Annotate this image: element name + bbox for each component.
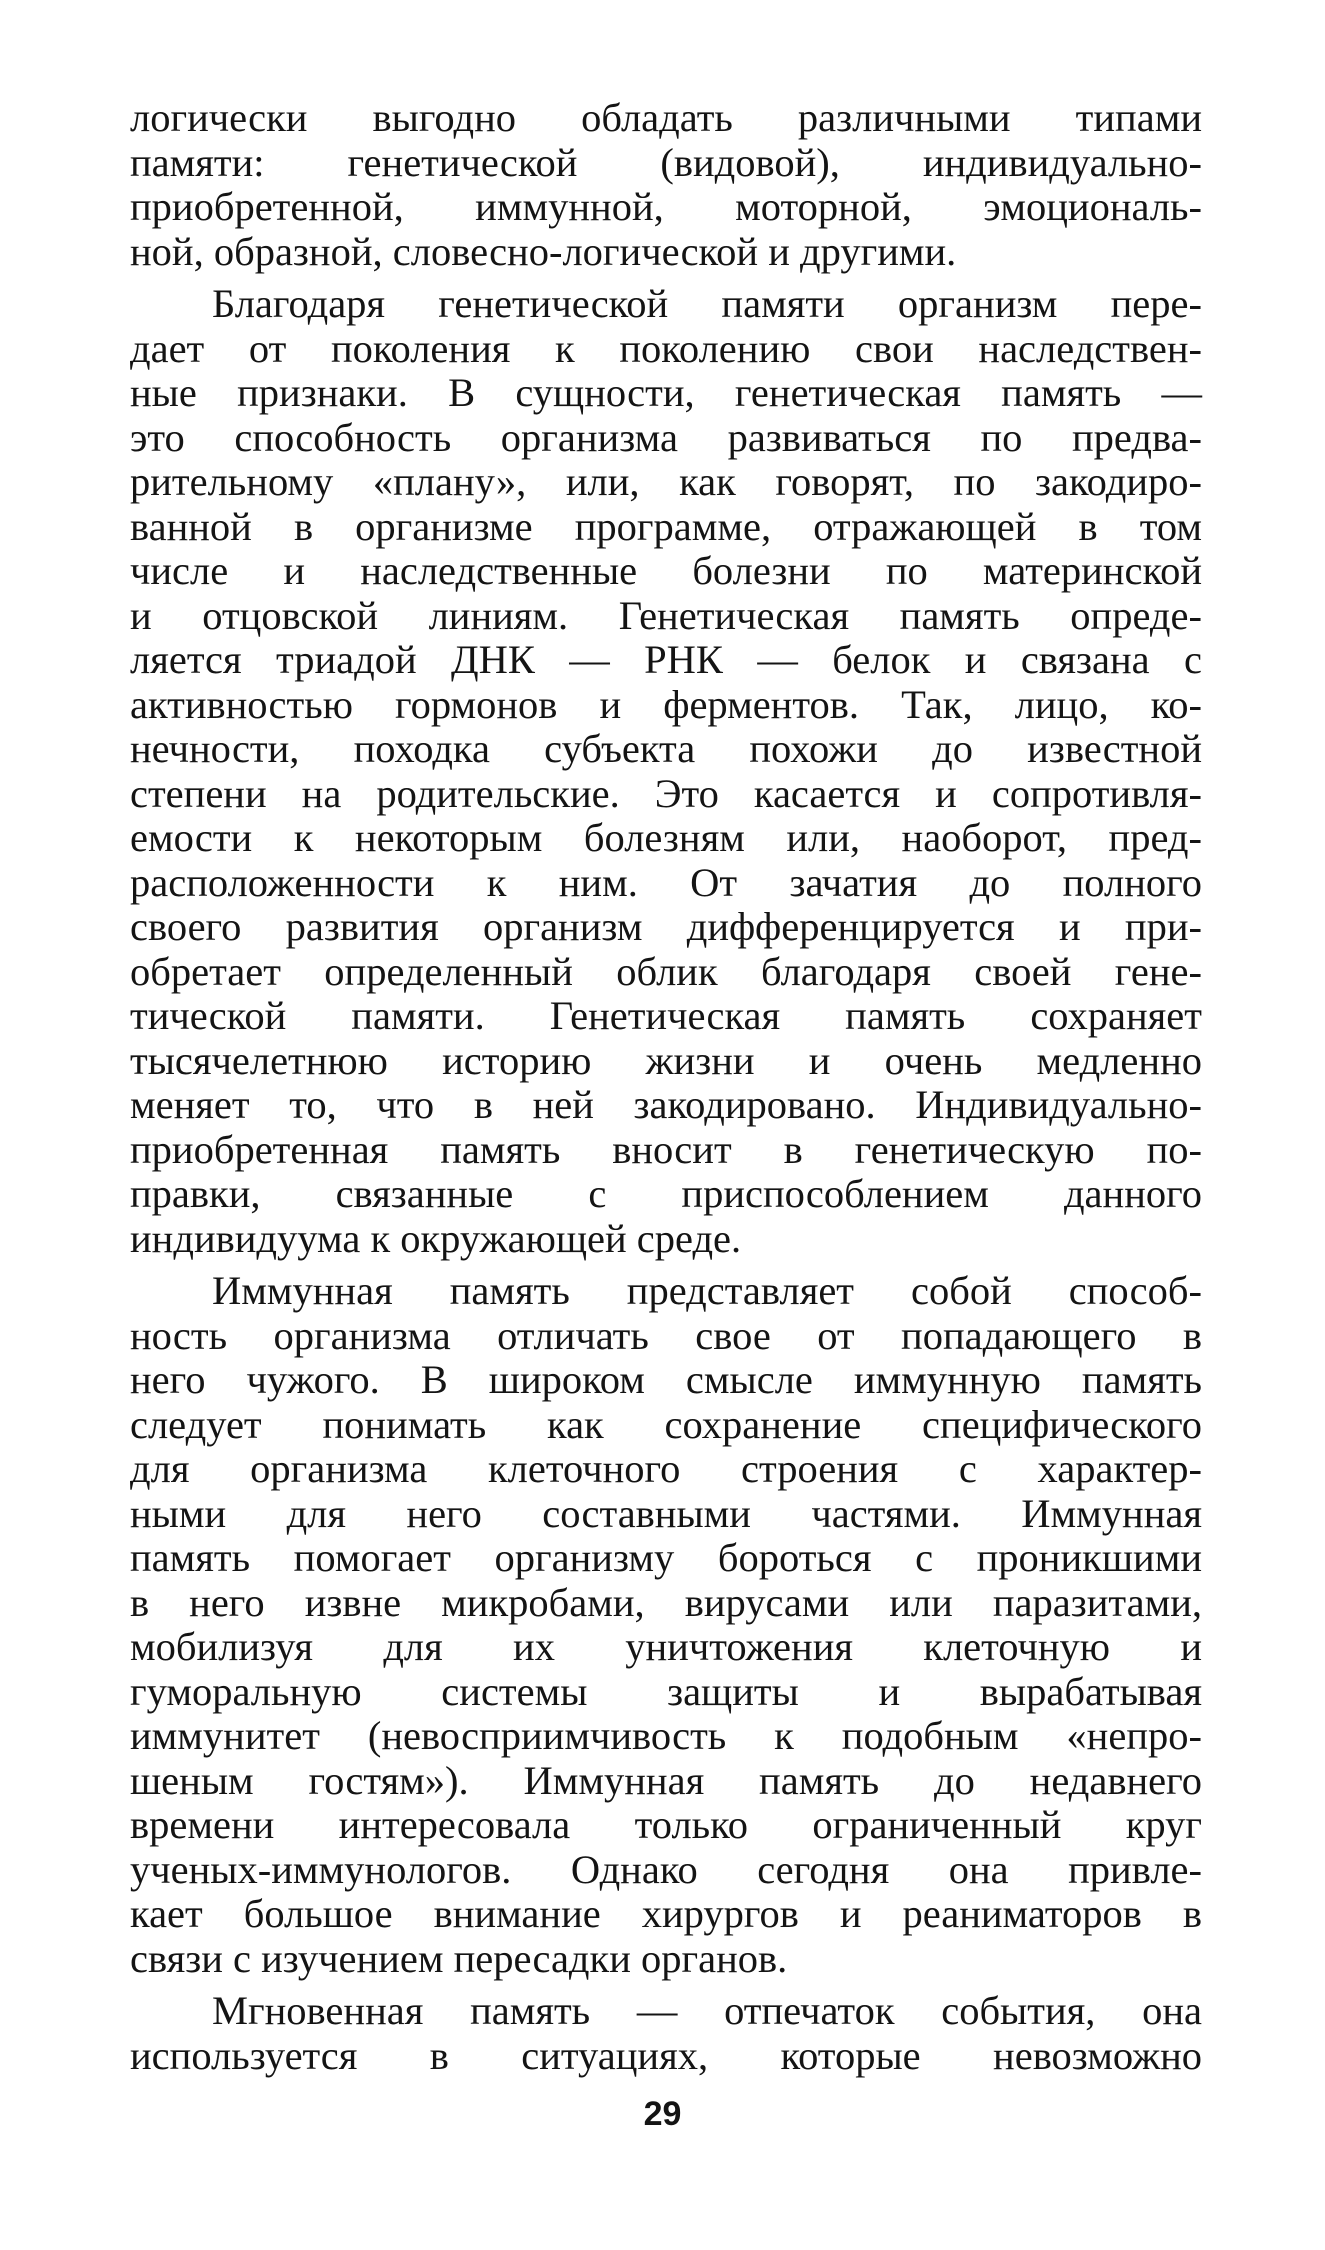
text-line: Мгновенная память — отпечаток события, она — [212, 1988, 1202, 2033]
text-line: Благодаря генетической памяти организм пере- — [212, 281, 1202, 326]
text-line: ванной в организме программе, отражающей в том — [130, 503, 1202, 549]
text-line: рительному «плану», или, как говорят, по закодиро- — [130, 459, 1202, 504]
text-line: тысячелетнюю историю жизни и очень медленно — [130, 1037, 1202, 1083]
text-line: приобретенная память вносит в генетическую по- — [130, 1126, 1202, 1172]
page-number: 29 — [643, 2095, 682, 2133]
text-line: индивидуума к окружающей среде. — [130, 1215, 742, 1261]
text-line: обретает определенный облик благодаря своей гене- — [130, 948, 1202, 994]
text-line: емости к некоторым болезням или, наоборот, пред- — [130, 815, 1202, 860]
text-line: активностью гормонов и ферментов. Так, лицо, ко- — [130, 681, 1202, 727]
text-line: ной, образной, словесно-логической и другими. — [130, 228, 957, 274]
text-line: гуморальную системы защиты и вырабатывая — [130, 1668, 1202, 1714]
text-line: расположенности к ним. От зачатия до полного — [130, 859, 1202, 905]
text-line: следует понимать как сохранение специфического — [130, 1401, 1202, 1447]
page-body — [130, 96, 1202, 2078]
text-line: своего развития организм дифференцируется и при- — [130, 904, 1202, 949]
text-line: тической памяти. Генетическая память сохраняет — [130, 993, 1202, 1038]
text-line: ные признаки. В сущности, генетическая память — — [130, 370, 1202, 415]
paragraph-2 — [130, 282, 1202, 1261]
text-line: логически выгодно обладать различными типами — [130, 95, 1202, 140]
text-line: для организма клеточного строения с характер- — [130, 1446, 1202, 1491]
text-line: приобретенной, иммунной, моторной, эмоциональ- — [130, 184, 1202, 229]
text-line: и отцовской линиям. Генетическая память опреде- — [130, 592, 1202, 638]
text-line: используется в ситуациях, которые невозможно — [130, 2032, 1202, 2078]
text-line: дает от поколения к поколению свои наследствен- — [130, 325, 1202, 371]
text-line: времени интересовала только ограниченный круг — [130, 1802, 1202, 1847]
text-line: ными для него составными частями. Иммунная — [130, 1490, 1202, 1536]
text-line: иммунитет (невосприимчивость к подобным «непро- — [130, 1713, 1202, 1758]
text-line: память помогает организму бороться с проникшими — [130, 1535, 1202, 1580]
text-line: степени на родительские. Это касается и сопротивля- — [130, 770, 1202, 816]
text-line: кает большое внимание хирургов и реаниматоров в — [130, 1891, 1202, 1936]
text-line: меняет то, что в ней закодировано. Индивидуально- — [130, 1082, 1202, 1127]
paragraph-1 — [130, 96, 1202, 274]
text-line: ученых-иммунологов. Однако сегодня она привле- — [130, 1846, 1202, 1892]
text-line: шеным гостям»). Иммунная память до недавнего — [130, 1757, 1202, 1803]
text-line: нечности, походка субъекта похожи до известной — [130, 726, 1202, 771]
text-line: мобилизуя для их уничтожения клеточную и — [130, 1624, 1202, 1669]
text-line: числе и наследственные болезни по материнской — [130, 548, 1202, 593]
text-line: в него извне микробами, вирусами или паразитами, — [130, 1579, 1202, 1625]
text-line: ность организма отличать свое от попадающего в — [130, 1312, 1202, 1358]
paragraph-3 — [130, 1269, 1202, 1981]
text-line: Иммунная память представляет собой способ- — [212, 1268, 1202, 1313]
paragraph-4 — [130, 1989, 1202, 2078]
text-line: него чужого. В широком смысле иммунную память — [130, 1357, 1202, 1402]
text-line: ляется триадой ДНК — РНК — белок и связана с — [130, 637, 1202, 682]
text-line: связи с изучением пересадки органов. — [130, 1935, 788, 1981]
text-line: памяти: генетической (видовой), индивидуально- — [130, 139, 1202, 185]
text-line: правки, связанные с приспособлением данного — [130, 1171, 1202, 1216]
text-line: это способность организма развиваться по предва- — [130, 414, 1202, 460]
